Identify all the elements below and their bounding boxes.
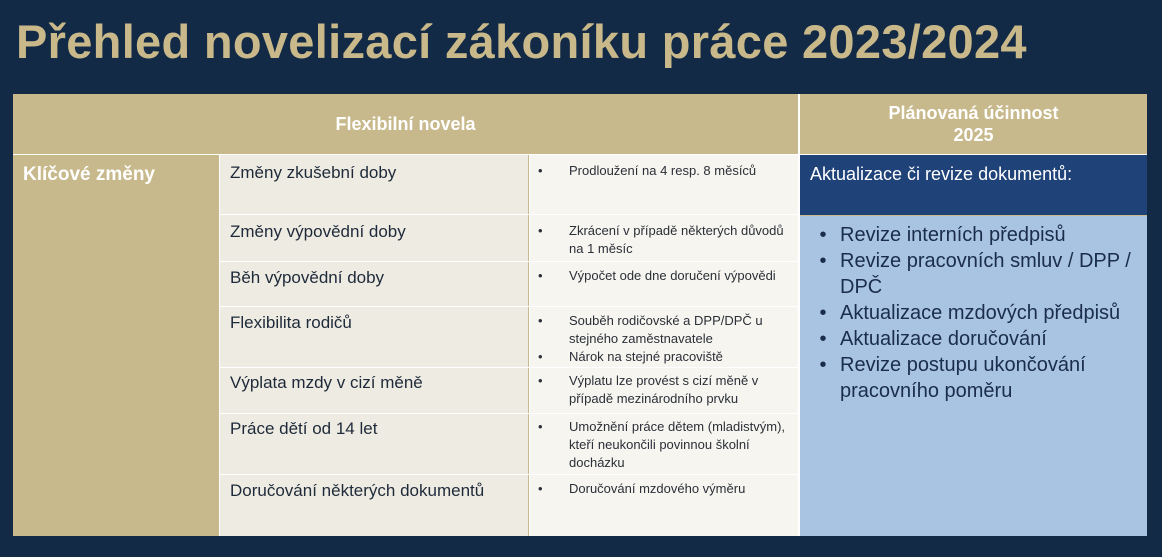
list-item: • Aktualizace doručování xyxy=(806,326,1137,352)
description-bullet: • Doručování mzdového výměru xyxy=(538,481,746,496)
description-bullet: • Umožnění práce dětem (mladistvým), kteří neukončili povinnou školní docházku xyxy=(538,419,786,470)
description-bullet: • Nárok na stejné pracoviště xyxy=(538,349,723,364)
bullet-icon: • xyxy=(819,302,827,324)
description-bullet: • Souběh rodičovské a DPP/DPČ u stejného zaměstnavatele xyxy=(538,313,763,346)
bullet-icon: • xyxy=(538,373,543,388)
change-row-name: Flexibilita rodičů xyxy=(219,307,528,367)
bullet-icon: • xyxy=(819,354,827,376)
document-update-list xyxy=(800,216,1147,536)
bullet-icon: • xyxy=(538,223,543,238)
bullet-icon: • xyxy=(538,481,543,496)
bullet-icon: • xyxy=(538,419,543,434)
change-row-description xyxy=(529,475,800,536)
change-row-name: Doručování některých dokumentů xyxy=(219,475,528,536)
change-row-name: Změny výpovědní doby xyxy=(219,215,528,261)
change-row-description xyxy=(529,307,800,367)
header-planned-effect-line1: Plánovaná účinnost xyxy=(888,103,1059,123)
bullet-icon: • xyxy=(538,163,543,178)
change-row-description xyxy=(529,368,800,413)
amendments-table xyxy=(13,94,1147,536)
change-row-name: Běh výpovědní doby xyxy=(219,262,528,306)
description-bullet: • Výpočet ode dne doručení výpovědi xyxy=(538,268,776,283)
description-bullet: • Zkrácení v případě některých důvodů na 1 měsíc xyxy=(538,223,784,256)
list-item: • Aktualizace mzdových předpisů xyxy=(806,300,1137,326)
change-row-name: Výplata mzdy v cizí měně xyxy=(219,368,528,413)
header-planned-effect xyxy=(800,94,1147,154)
bullet-icon: • xyxy=(819,224,827,246)
bullet-icon: • xyxy=(819,250,827,272)
bullet-icon: • xyxy=(538,268,543,283)
header-planned-effect-line2: 2025 xyxy=(953,125,994,145)
bullet-icon: • xyxy=(819,328,827,350)
list-item: • Revize interních předpisů xyxy=(806,222,1137,248)
bullet-icon: • xyxy=(538,349,543,364)
change-row-name: Práce dětí od 14 let xyxy=(219,414,528,474)
list-item: • Revize pracovních smluv / DPP / DPČ xyxy=(806,248,1137,300)
key-changes-label: Klíčové změny xyxy=(13,155,219,536)
list-item: • Revize postupu ukončování pracovního poměru xyxy=(806,352,1137,404)
document-update-heading: Aktualizace či revize dokumentů: xyxy=(800,155,1147,215)
description-bullet: • Výplatu lze provést s cizí měně v případě mezinárodního prvku xyxy=(538,373,759,406)
change-row-name: Změny zkušební doby xyxy=(219,155,528,214)
bullet-icon: • xyxy=(538,313,543,328)
description-bullet: • Prodloužení na 4 resp. 8 měsíců xyxy=(538,163,757,178)
page-title: Přehled novelizací zákoníku práce 2023/2024 xyxy=(16,15,1027,68)
change-row-description xyxy=(529,262,800,306)
header-flexible-amendment: Flexibilní novela xyxy=(13,94,798,154)
change-row-description xyxy=(529,414,800,474)
change-row-description xyxy=(529,155,800,214)
change-row-description xyxy=(529,215,800,261)
